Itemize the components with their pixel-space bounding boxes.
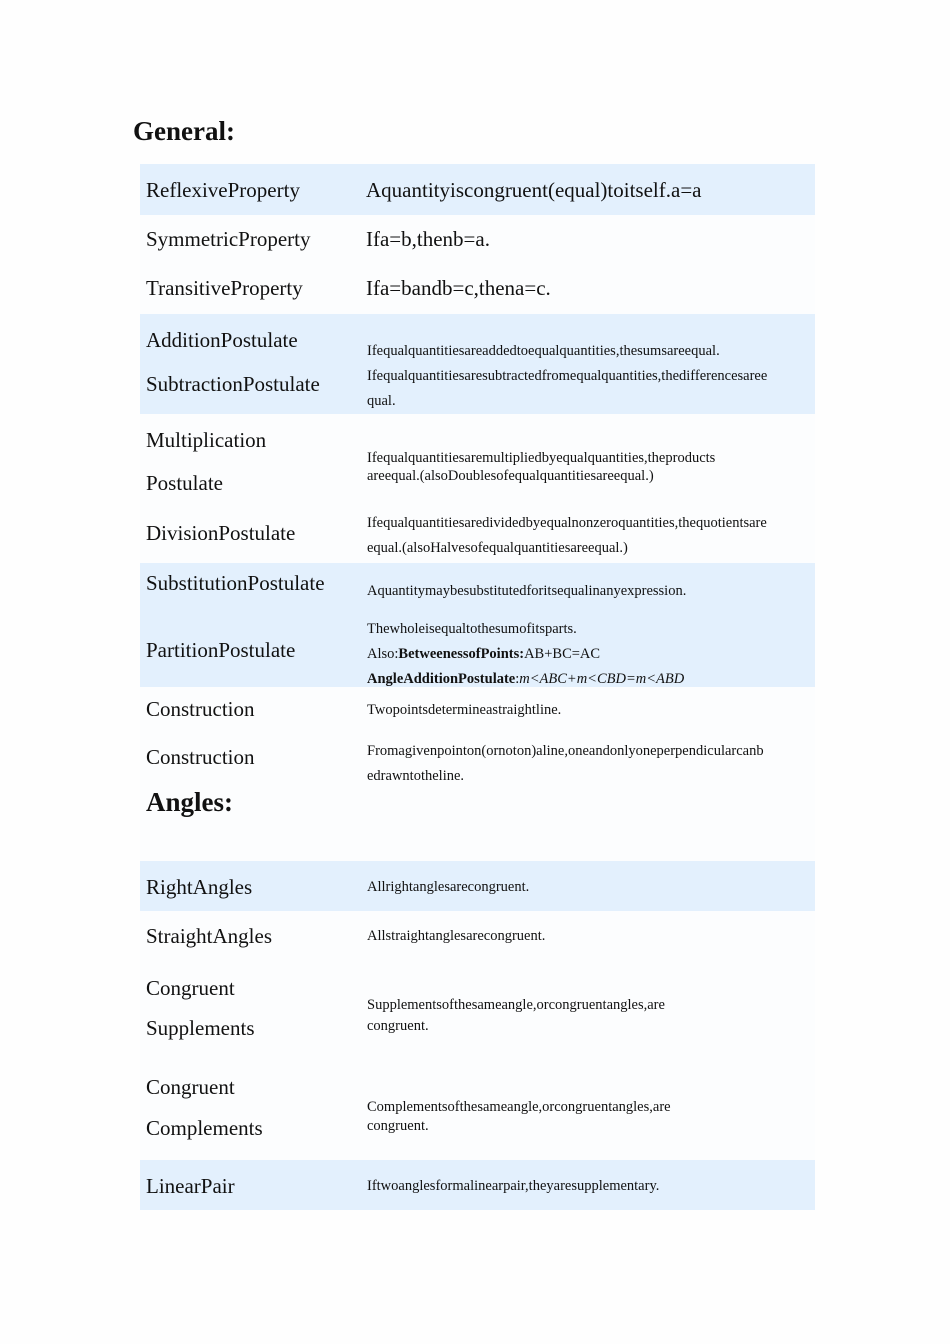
- def-addition-postulate: Ifequalquantitiesareaddedtoequalquantities,thesumsareequal.: [367, 343, 720, 359]
- def-linear-pair: Iftwoanglesformalinearpair,theyaresupplementary.: [367, 1178, 660, 1194]
- def-transitive-property: Ifa=bandb=c,thena=c.: [366, 276, 551, 300]
- term-transitive-property: TransitiveProperty: [146, 276, 303, 300]
- term-subtraction-postulate: SubtractionPostulate: [146, 372, 320, 396]
- def-division-postulate-line2: equal.(alsoHalvesofequalquantitiesareequal.): [367, 540, 628, 556]
- def-symmetric-property: Ifa=b,thenb=a.: [366, 227, 490, 251]
- def-congruent-complements: Complementsofthesameangle,orcongruentangles,are congruent.: [367, 1099, 671, 1134]
- term-congruent-supplements-line2: Supplements: [146, 1016, 255, 1040]
- term-congruent-complements-line1: Congruent: [146, 1075, 235, 1099]
- term-addition-postulate: AdditionPostulate: [146, 328, 298, 352]
- def-congruent-supplements: Supplementsofthesameangle,orcongruentangles,are congruent.: [367, 997, 665, 1034]
- term-congruent-complements-line2: Complements: [146, 1116, 263, 1140]
- betweeness-label: BetweenessofPoints:: [398, 646, 525, 662]
- term-substitution-postulate: SubstitutionPostulate: [146, 571, 325, 595]
- angle-addition-colon: :: [515, 671, 520, 687]
- angles-heading: Angles:: [146, 787, 233, 817]
- def-right-angles: Allrightanglesarecongruent.: [367, 879, 530, 895]
- def-partition-angle-addition: [367, 671, 684, 688]
- def-partition-betweeness: [367, 646, 600, 663]
- term-division-postulate: DivisionPostulate: [146, 521, 296, 545]
- term-right-angles: RightAngles: [146, 875, 253, 899]
- def-multiplication-postulate: Ifequalquantitiesaremultipliedbyequalquantities,theproducts areequal.(alsoDoublesofequalquantitiesareequal.): [367, 450, 716, 484]
- def-subtraction-postulate-line2: qual.: [367, 393, 396, 409]
- term-multiplication-postulate-line2: Postulate: [146, 471, 223, 495]
- term-partition-postulate: PartitionPostulate: [146, 638, 296, 662]
- also-label: Also:: [367, 646, 399, 662]
- term-congruent-supplements-line1: Congruent: [146, 976, 235, 1000]
- def-substitution-postulate: Aquantitymaybesubstitutedforitsequalinanyexpression.: [367, 583, 687, 599]
- term-construction-2: Construction: [146, 745, 255, 769]
- def-construction-2-line2: edrawntotheline.: [367, 768, 465, 784]
- term-construction-1: Construction: [146, 697, 255, 721]
- def-partition-postulate-line1: Thewholeisequaltothesumofitsparts.: [367, 621, 577, 637]
- angle-addition-label: AngleAdditionPostulate: [367, 671, 516, 687]
- angle-addition-equation: m<ABC+m<CBD=m<ABD: [519, 671, 685, 687]
- def-division-postulate-line1: Ifequalquantitiesaredividedbyequalnonzeroquantities,thequotientsare: [367, 515, 767, 531]
- def-straight-angles: Allstraightanglesarecongruent.: [367, 928, 546, 944]
- term-multiplication-postulate-line1: Multiplication: [146, 428, 267, 452]
- term-symmetric-property: SymmetricProperty: [146, 227, 311, 251]
- def-construction-2-line1: Fromagivenpointon(ornoton)aline,oneandonlyoneperpendicularcanb: [367, 743, 764, 759]
- def-subtraction-postulate-line1: Ifequalquantitiesaresubtractedfromequalquantities,thedifferencesaree: [367, 368, 768, 384]
- def-reflexive-property: Aquantityiscongruent(equal)toitself.a=a: [366, 178, 702, 202]
- general-heading: General:: [133, 116, 235, 146]
- term-straight-angles: StraightAngles: [146, 924, 272, 948]
- term-reflexive-property: ReflexiveProperty: [146, 178, 300, 202]
- betweeness-equation: AB+BC=AC: [524, 646, 601, 662]
- def-construction-1: Twopointsdetermineastraightline.: [367, 702, 562, 718]
- term-linear-pair: LinearPair: [146, 1174, 235, 1198]
